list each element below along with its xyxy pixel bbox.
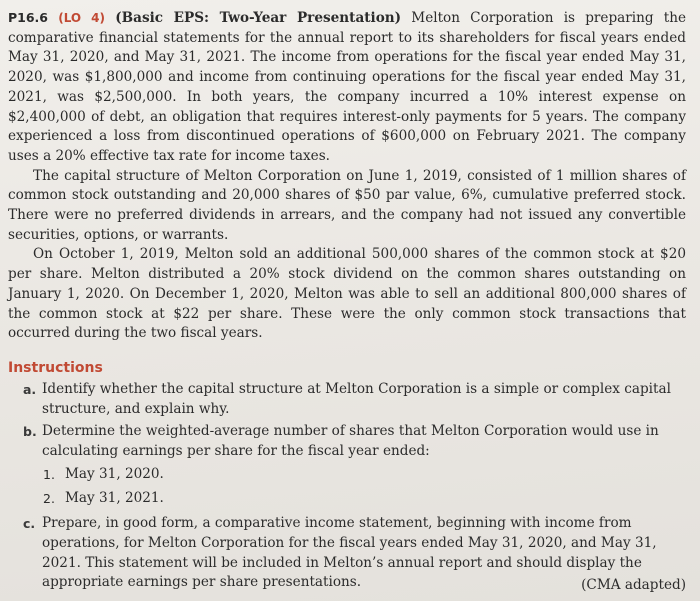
item-text: Determine the weighted-average number of shares that Melton Corporation would use in calculating earnings per share for the fiscal year ended:: [42, 423, 659, 460]
subitem-text: May 31, 2021.: [65, 490, 164, 507]
instructions-heading: Instructions: [8, 359, 103, 376]
instruction-subitem-2: [43, 489, 686, 509]
problem-intro: [8, 8, 686, 167]
instruction-item-b: [8, 422, 686, 461]
subitem-label: 2.: [43, 491, 55, 507]
stock-transactions-paragraph: On October 1, 2019, Melton sold an additional 500,000 shares of the common stock at $20 per share. Melton distributed a 20% stock dividend on the common shares outstanding on January 1, 2020. On December 1, 2020, Melton was able to sell an additional 800,000 shares of the common stock at $22 per share. These were the only common stock transactions that occurred during the two fiscal years.: [8, 246, 686, 342]
item-label: c.: [23, 516, 36, 532]
item-text: Prepare, in good form, a comparative income statement, beginning with income from operations, for Melton Corporation for the fiscal years ended May 31, 2020, and May 31, 2021. This statement will be included in Melton’s annual report and should display the appropriate earnings per share presentations.: [42, 515, 657, 591]
intro-text: Melton Corporation is preparing the comparative financial statements for the annual report to its shareholders for fiscal years ended May 31, 2020, and May 31, 2021. The income from operations for the fiscal year ended May 31, 2020, was $1,800,000 and income from continuing operations for the fiscal year ended May 31, 2021, was $2,500,000. In both years, the company incurred a 10% interest expense on $2,400,000 of debt, an obligation that requires interest-only payments for 5 years. The company experienced a loss from discontinued operations of $600,000 on February 2021. The company uses a 20% effective tax rate for income taxes.: [8, 10, 687, 164]
item-label: a.: [23, 381, 37, 397]
source-citation: (CMA adapted): [581, 577, 686, 593]
subitem-label: 1.: [43, 466, 55, 482]
item-label: b.: [23, 424, 37, 440]
subitem-text: May 31, 2020.: [65, 465, 164, 482]
instruction-item-a: [8, 380, 686, 419]
problem-topic: (Basic EPS: Two-Year Presentation): [115, 10, 402, 26]
instruction-subitem-1: [43, 465, 686, 485]
problem-number: P16.6: [8, 10, 49, 25]
learning-objective: (LO 4): [58, 11, 106, 25]
item-text: Identify whether the capital structure at Melton Corporation is a simple or complex capital structure, and explain why.: [42, 380, 671, 417]
capital-structure-paragraph: The capital structure of Melton Corporation on June 1, 2019, consisted of 1 million shares of common stock outstanding and 20,000 shares of $50 par value, 6%, cumulative preferred stock. There were no preferred dividends in arrears, and the company had not issued any convertible securities, options, or warrants.: [8, 167, 686, 243]
